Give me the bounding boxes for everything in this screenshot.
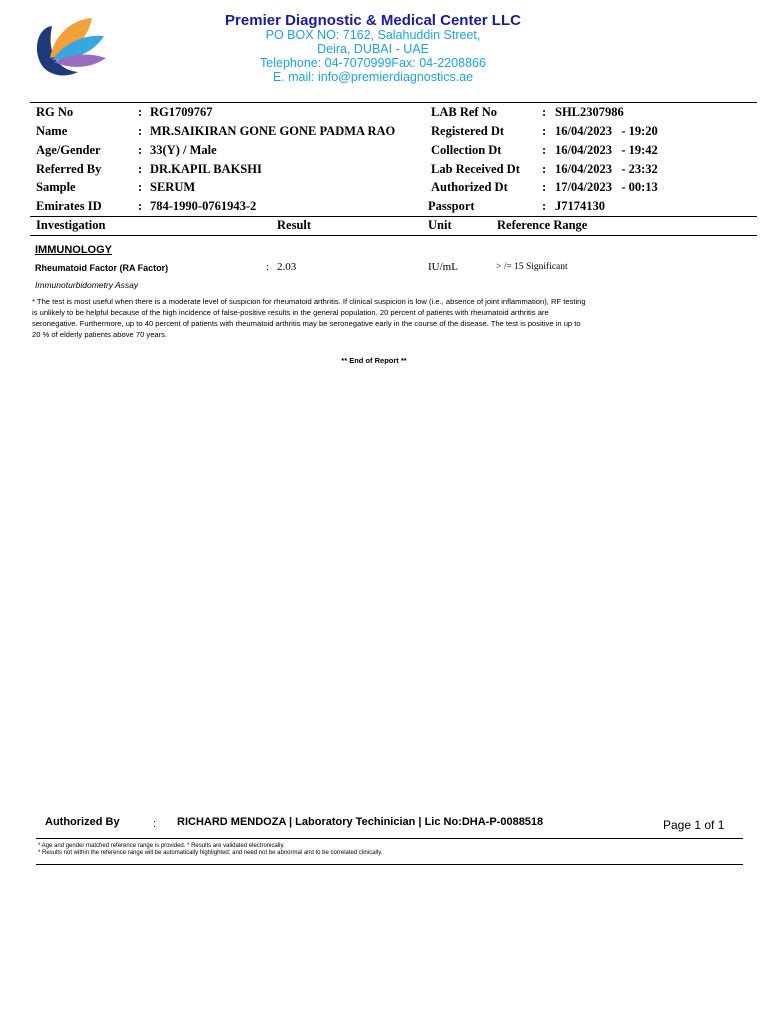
sample-separator: : bbox=[138, 180, 143, 194]
referred-by-label: Referred By bbox=[36, 162, 102, 176]
interpretation-note bbox=[32, 296, 692, 340]
page-number: Page 1 of 1 bbox=[663, 818, 725, 832]
header-divider bbox=[30, 102, 757, 103]
emirates-id-separator: : bbox=[138, 199, 143, 213]
collection-label: Collection Dt bbox=[431, 143, 502, 157]
footer-bottom-divider bbox=[36, 864, 743, 865]
lab-received-label: Lab Received Dt bbox=[431, 162, 520, 176]
email-line: E. mail: info@premierdiagnostics.ae bbox=[272, 70, 474, 84]
test-reference-range: > /= 15 Significant bbox=[496, 262, 568, 272]
authorized-by-value: RICHARD MENDOZA | Laboratory Techinician | Lic No:DHA-P-0088518 bbox=[177, 816, 544, 828]
column-investigation: Investigation bbox=[36, 218, 106, 232]
note-line: seronegative. Furthermore, up to 40 percent of patients with rheumatoid arthritis may be seronegative early in the course of the disease. The test is positive in up to bbox=[32, 319, 581, 328]
test-name: Rheumatoid Factor (RA Factor) bbox=[35, 263, 169, 273]
columns-top-divider bbox=[30, 216, 757, 217]
authorized-label: Authorized Dt bbox=[431, 180, 508, 194]
end-of-report: ** End of Report ** bbox=[341, 356, 407, 365]
age-gender-value: 33(Y) / Male bbox=[150, 143, 217, 157]
footnote-2: * Results not within the reference range will be automatically highlighted; and need not be abnormal and to be correlated clinically. bbox=[38, 850, 383, 856]
note-line: * The test is most useful when there is a moderate level of suspicion for rheumatoid arthritis. If clinical suspicion is low (i.e., absence of joint inflammation), RF testing bbox=[32, 297, 586, 306]
referred-by-value: DR.KAPIL BAKSHI bbox=[150, 162, 262, 176]
company-logo bbox=[30, 14, 110, 80]
registered-label: Registered Dt bbox=[431, 124, 505, 138]
passport-label: Passport bbox=[428, 199, 475, 213]
footer-top-divider bbox=[36, 838, 743, 839]
authorized-by-label: Authorized By bbox=[45, 816, 120, 828]
sample-value: SERUM bbox=[150, 180, 196, 194]
rg-no-separator: : bbox=[138, 105, 143, 119]
authorized-separator: : bbox=[542, 180, 547, 194]
name-label: Name bbox=[36, 124, 68, 138]
collection-value: 16/04/2023 - 19:42 bbox=[555, 143, 658, 157]
company-name: Premier Diagnostic & Medical Center LLC bbox=[225, 12, 521, 29]
emirates-id-value: 784-1990-0761943-2 bbox=[150, 199, 257, 213]
lab-ref-label: LAB Ref No bbox=[431, 105, 497, 119]
authorized-by-separator: : bbox=[153, 818, 157, 830]
age-gender-separator: : bbox=[138, 143, 143, 157]
column-unit: Unit bbox=[428, 218, 452, 232]
name-value: MR.SAIKIRAN GONE GONE PADMA RAO bbox=[150, 124, 396, 138]
address-line-2: Deira, DUBAI - UAE bbox=[317, 42, 429, 56]
address-line-1: PO BOX NO: 7162, Salahuddin Street, bbox=[265, 28, 481, 42]
age-gender-label: Age/Gender bbox=[36, 143, 101, 157]
authorized-value: 17/04/2023 - 00:13 bbox=[555, 180, 658, 194]
test-unit: IU/mL bbox=[428, 261, 458, 273]
rg-no-value: RG1709767 bbox=[150, 105, 213, 119]
note-line: 20 % of elderly patients above 70 years. bbox=[32, 330, 168, 339]
note-line: is unlikely to be helpful because of the high incidence of false-positive results in the general population. 20 percent of patients with rheumatoid arthritis are bbox=[32, 308, 549, 317]
lab-ref-separator: : bbox=[542, 105, 547, 119]
sample-label: Sample bbox=[36, 180, 76, 194]
lab-ref-value: SHL2307986 bbox=[555, 105, 624, 119]
phone-fax-line: Telephone: 04-7070999Fax: 04-2208866 bbox=[260, 56, 486, 70]
collection-separator: : bbox=[542, 143, 547, 157]
footnote-1: * Age and gender matched reference range is provided. * Results are validated electronically. bbox=[38, 843, 285, 849]
lab-received-separator: : bbox=[542, 162, 547, 176]
columns-bottom-divider bbox=[30, 235, 757, 236]
test-result-value: 2.03 bbox=[277, 261, 297, 273]
registered-separator: : bbox=[542, 124, 547, 138]
lab-received-value: 16/04/2023 - 23:32 bbox=[555, 162, 658, 176]
column-reference-range: Reference Range bbox=[497, 218, 588, 232]
column-result: Result bbox=[277, 218, 312, 232]
passport-value: J7174130 bbox=[555, 199, 605, 213]
emirates-id-label: Emirates ID bbox=[36, 199, 102, 213]
registered-value: 16/04/2023 - 19:20 bbox=[555, 124, 658, 138]
passport-separator: : bbox=[542, 199, 547, 213]
test-separator: : bbox=[266, 261, 270, 273]
rg-no-label: RG No bbox=[36, 105, 74, 119]
test-method: Immunoturbidometry Assay bbox=[35, 280, 139, 290]
name-separator: : bbox=[138, 124, 143, 138]
referred-by-separator: : bbox=[138, 162, 143, 176]
section-heading: IMMUNOLOGY bbox=[35, 244, 112, 256]
